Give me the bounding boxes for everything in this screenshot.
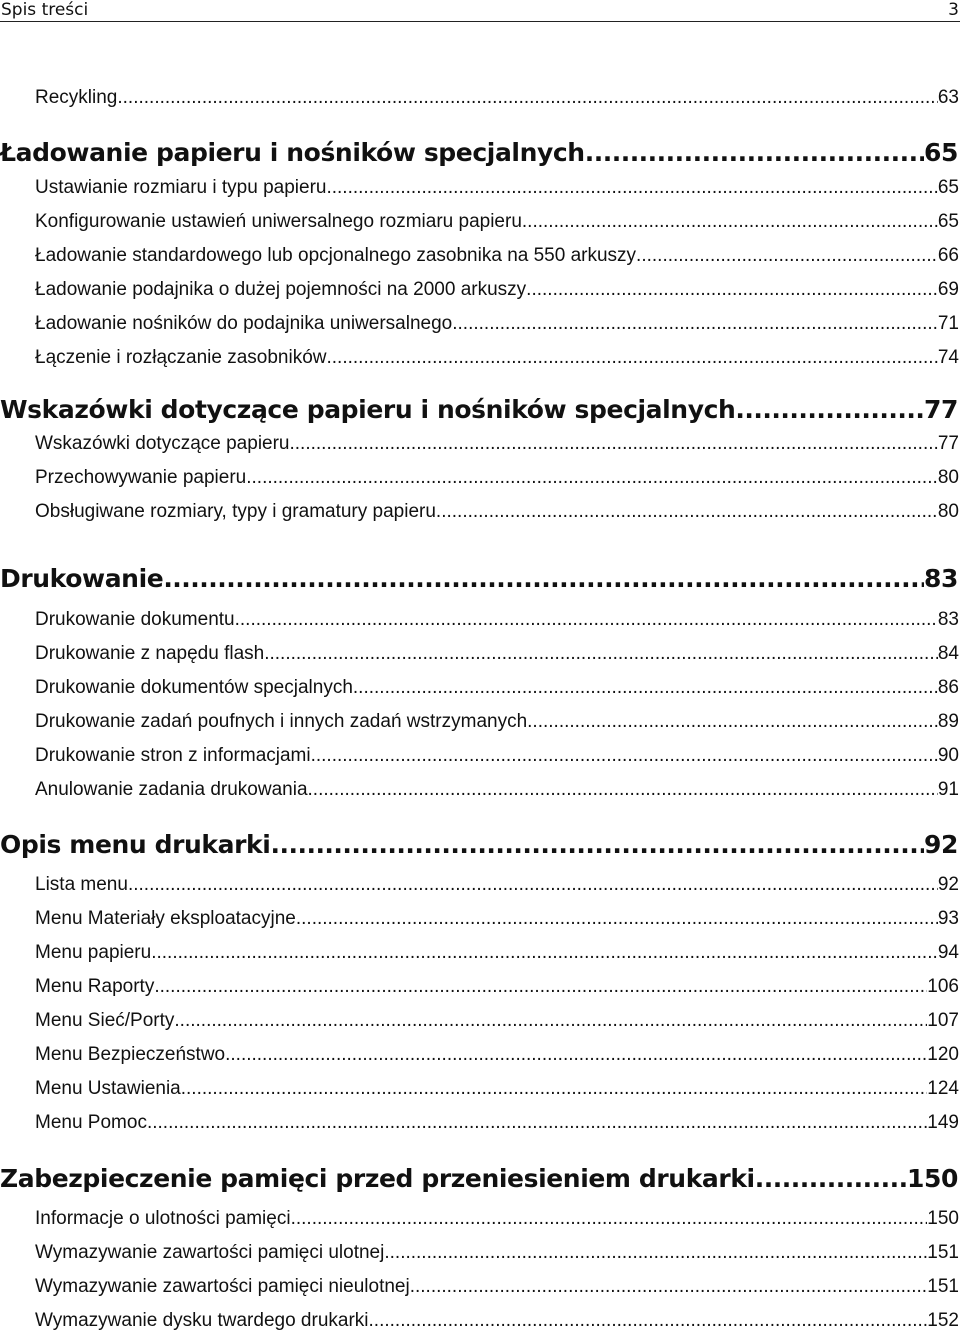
toc-entry-title: Menu Materiały eksploatacyjne	[35, 908, 296, 929]
toc-page-number: 94	[937, 942, 959, 963]
toc-entry-title: Wymazywanie zawartości pamięci nieulotnej	[35, 1276, 410, 1297]
toc-page-number: 120	[927, 1044, 959, 1065]
toc-entry-title: Ładowanie podajnika o dużej pojemności na 2000 arkuszy	[35, 279, 527, 300]
dot-leader	[163, 564, 924, 594]
toc-section-entry[interactable]	[35, 873, 959, 897]
toc-section-entry[interactable]	[35, 608, 959, 632]
toc-section-entry[interactable]	[35, 1275, 959, 1299]
toc-section-entry[interactable]	[35, 432, 959, 456]
dot-leader	[527, 710, 938, 734]
dot-leader	[181, 1077, 928, 1101]
toc-entry-title: Lista menu	[35, 874, 128, 895]
toc-entry-title: Menu Raporty	[35, 976, 155, 997]
dot-leader	[117, 86, 937, 110]
toc-page-number: 124	[927, 1078, 959, 1099]
dot-leader	[235, 608, 938, 632]
toc-section-entry[interactable]	[35, 210, 959, 234]
dot-leader	[296, 907, 938, 931]
toc-section-entry[interactable]	[35, 975, 959, 999]
dot-leader	[174, 1009, 927, 1033]
toc-entry-title: Menu Sieć/Porty	[35, 1010, 175, 1031]
toc-entry-title: Drukowanie dokumentów specjalnych	[35, 677, 353, 698]
dot-leader	[311, 744, 938, 768]
toc-section-entry[interactable]	[35, 1309, 959, 1333]
toc-page-number: 80	[937, 501, 959, 522]
toc-section-entry[interactable]	[35, 907, 959, 931]
toc-section-entry[interactable]	[35, 1207, 959, 1231]
header-page-number: 3	[948, 0, 959, 20]
toc-page-number: 91	[937, 779, 959, 800]
dot-leader	[327, 346, 938, 370]
dot-leader	[353, 676, 938, 700]
toc-entry-title: Konfigurowanie ustawień uniwersalnego rozmiaru papieru	[35, 211, 522, 232]
dot-leader	[270, 830, 924, 860]
toc-entry-title: Recykling	[35, 87, 118, 108]
dot-leader	[225, 1043, 927, 1067]
toc-page-number: 93	[937, 908, 959, 929]
toc-page-number: 84	[937, 643, 959, 664]
toc-page-number: 83	[937, 609, 959, 630]
toc-page-number: 89	[937, 711, 959, 732]
toc-entry-title: Opis menu drukarki	[0, 830, 271, 859]
toc-entry-title: Łączenie i rozłączanie zasobników	[35, 347, 327, 368]
toc-entry-title: Ustawianie rozmiaru i typu papieru	[35, 177, 327, 198]
toc-entry-title: Przechowywanie papieru	[35, 467, 247, 488]
dot-leader	[246, 466, 938, 490]
toc-page-number: 150	[907, 1164, 958, 1193]
toc-page-number: 77	[924, 395, 958, 424]
toc-section-entry[interactable]	[35, 244, 959, 268]
toc-chapter-entry[interactable]	[0, 1164, 958, 1194]
dot-leader	[636, 244, 938, 268]
toc-page-number: 152	[927, 1310, 959, 1331]
toc-page-number: 92	[924, 830, 958, 859]
dot-leader	[291, 1207, 928, 1231]
toc-entry-title: Obsługiwane rozmiary, typy i gramatury papieru	[35, 501, 436, 522]
toc-page-number: 63	[937, 87, 959, 108]
dot-leader	[128, 873, 938, 897]
toc-section-entry[interactable]	[35, 312, 959, 336]
toc-page-number: 74	[937, 347, 959, 368]
dot-leader	[326, 176, 937, 200]
toc-section-entry[interactable]	[35, 346, 959, 370]
toc-entry-title: Menu Bezpieczeństwo	[35, 1044, 226, 1065]
toc-section-entry[interactable]	[35, 941, 959, 965]
toc-section-entry[interactable]	[35, 1043, 959, 1067]
toc-page-number: 83	[924, 564, 958, 593]
toc-section-entry[interactable]	[35, 500, 959, 524]
dot-leader	[147, 1111, 927, 1135]
toc-section-entry[interactable]	[35, 176, 959, 200]
dot-leader	[151, 941, 938, 965]
toc-section-entry[interactable]	[35, 778, 959, 802]
toc-page-number: 77	[937, 433, 959, 454]
toc-page-number: 66	[937, 245, 959, 266]
dot-leader	[410, 1275, 928, 1299]
toc-section-entry[interactable]	[35, 86, 959, 110]
toc-section-entry[interactable]	[35, 1009, 959, 1033]
toc-entry-title: Wskazówki dotyczące papieru i nośników specjalnych	[0, 395, 736, 424]
toc-section-entry[interactable]	[35, 1077, 959, 1101]
toc-entry-title: Menu Ustawienia	[35, 1078, 181, 1099]
toc-entry-title: Drukowanie stron z informacjami	[35, 745, 311, 766]
dot-leader	[384, 1241, 927, 1265]
toc-page-number: 71	[937, 313, 959, 334]
toc-section-entry[interactable]	[35, 676, 959, 700]
toc-entry-title: Drukowanie dokumentu	[35, 609, 235, 630]
toc-section-entry[interactable]	[35, 710, 959, 734]
dot-leader	[308, 778, 938, 802]
dot-leader	[755, 1164, 907, 1194]
toc-section-entry[interactable]	[35, 642, 959, 666]
dot-leader	[154, 975, 927, 999]
toc-section-entry[interactable]	[35, 278, 959, 302]
toc-page-number: 151	[927, 1276, 959, 1297]
toc-page-number: 65	[924, 138, 958, 167]
dot-leader	[369, 1309, 928, 1333]
toc-section-entry[interactable]	[35, 1241, 959, 1265]
toc-entry-title: Wymazywanie dysku twardego drukarki	[35, 1310, 369, 1331]
toc-entry-title: Drukowanie	[0, 564, 164, 593]
toc-chapter-entry[interactable]	[0, 138, 958, 168]
toc-section-entry[interactable]	[35, 1111, 959, 1135]
page-header	[0, 0, 960, 22]
toc-chapter-entry[interactable]	[0, 830, 958, 860]
dot-leader	[585, 138, 924, 168]
dot-leader	[452, 312, 938, 336]
toc-section-entry[interactable]	[35, 744, 959, 768]
dot-leader	[290, 432, 938, 456]
toc-page-number: 80	[937, 467, 959, 488]
toc-entry-title: Ładowanie standardowego lub opcjonalnego zasobnika na 550 arkuszy	[35, 245, 637, 266]
toc-entry-title: Drukowanie zadań poufnych i innych zadań wstrzymanych	[35, 711, 528, 732]
dot-leader	[526, 278, 938, 302]
toc-page-number: 151	[927, 1242, 959, 1263]
toc-page-number: 65	[937, 211, 959, 232]
toc-page-number: 86	[937, 677, 959, 698]
toc-entry-title: Informacje o ulotności pamięci	[35, 1208, 291, 1229]
toc-page-number: 90	[937, 745, 959, 766]
toc-chapter-entry[interactable]	[0, 395, 958, 425]
toc-entry-title: Anulowanie zadania drukowania	[35, 779, 308, 800]
toc-entry-title: Ładowanie nośników do podajnika uniwersalnego	[35, 313, 453, 334]
header-title: Spis treści	[1, 0, 89, 20]
toc-page-number: 107	[927, 1010, 959, 1031]
toc-section-entry[interactable]	[35, 466, 959, 490]
toc-chapter-entry[interactable]	[0, 564, 958, 594]
toc-entry-title: Drukowanie z napędu flash	[35, 643, 265, 664]
toc-page-number: 69	[937, 279, 959, 300]
toc-page-number: 92	[937, 874, 959, 895]
toc-page-number: 150	[927, 1208, 959, 1229]
dot-leader	[264, 642, 938, 666]
toc-page-number: 149	[927, 1112, 959, 1133]
toc-page-number: 106	[927, 976, 959, 997]
toc-entry-title: Menu Pomoc	[35, 1112, 147, 1133]
toc-entry-title: Zabezpieczenie pamięci przed przeniesieniem drukarki	[0, 1164, 755, 1193]
toc-entry-title: Ładowanie papieru i nośników specjalnych	[0, 138, 585, 167]
dot-leader	[436, 500, 938, 524]
toc-page-number: 65	[937, 177, 959, 198]
toc-entry-title: Menu papieru	[35, 942, 152, 963]
dot-leader	[735, 395, 924, 425]
dot-leader	[522, 210, 938, 234]
toc-entry-title: Wymazywanie zawartości pamięci ulotnej	[35, 1242, 385, 1263]
toc-entry-title: Wskazówki dotyczące papieru	[35, 433, 290, 454]
